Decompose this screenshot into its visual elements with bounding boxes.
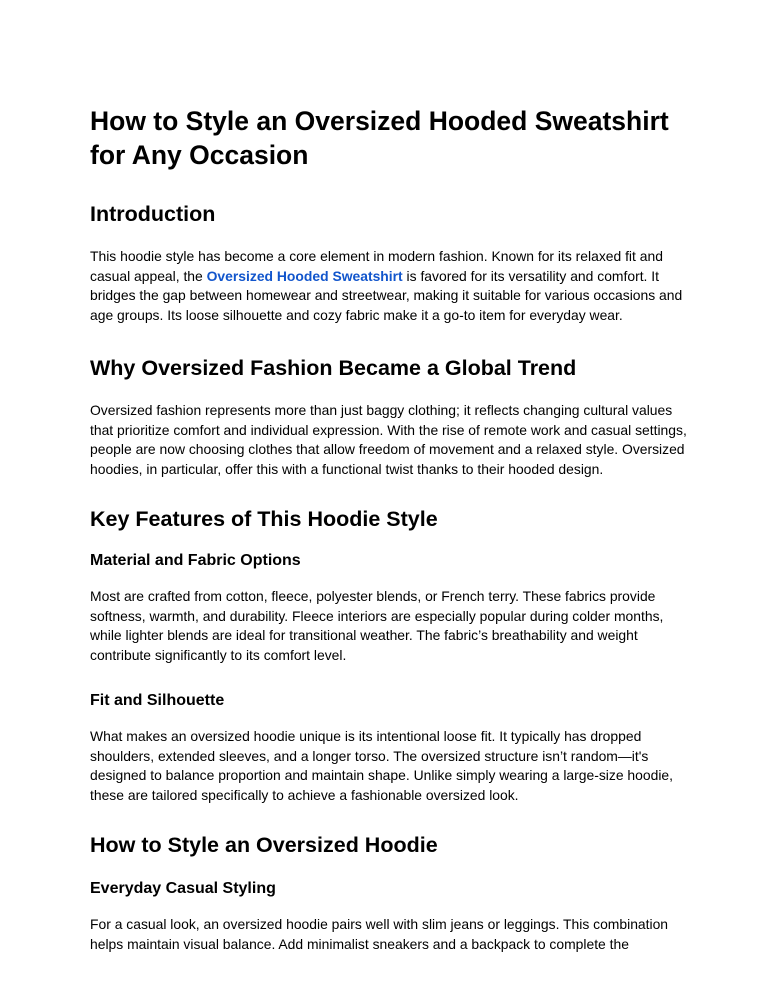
heading-introduction: Introduction bbox=[90, 202, 216, 226]
heading-key-features: Key Features of This Hoodie Style bbox=[90, 507, 438, 531]
heading-how-to-style: How to Style an Oversized Hoodie bbox=[90, 833, 438, 857]
subheading-fit: Fit and Silhouette bbox=[90, 692, 225, 709]
paragraph-fit: What makes an oversized hoodie unique is its intentional loose fit. It typically has dropped shoulders, extended sleeves, and a longer torso. The oversized structure isn’t random—it's designed to balance proportion and maintain shape. Unlike simply wearing a large-size hoodie, these are tailored specifically to achieve a fashionable oversized look. bbox=[90, 728, 673, 803]
document-page bbox=[90, 104, 690, 954]
paragraph-casual: For a casual look, an oversized hoodie pairs well with slim jeans or leggings. This combination helps maintain visual balance. Add minimalist sneakers and a backpack to complete the bbox=[90, 916, 669, 952]
intro-text-after-link: is favored for its versatility and comfort. It bridges the gap between homewear and streetwear, making it suitable for various occasions and age groups. Its loose silhouette and cozy fabric make it a go-to item for everyday wear. bbox=[90, 267, 683, 323]
heading-why-trend: Why Oversized Fashion Became a Global Trend bbox=[90, 356, 577, 380]
page-title: How to Style an Oversized Hooded Sweatshirt for Any Occasion bbox=[90, 106, 669, 170]
paragraph-why-trend: Oversized fashion represents more than just baggy clothing; it reflects changing cultural values that prioritize comfort and individual expression. With the rise of remote work and casual settings, people are now choosing clothes that allow freedom of movement and a relaxed style. Oversized hoodies, in particular, offer this with a functional twist thanks to their hooded design. bbox=[90, 402, 687, 477]
subheading-casual: Everyday Casual Styling bbox=[90, 880, 276, 897]
subheading-material: Material and Fabric Options bbox=[90, 552, 301, 569]
intro-text-before-link: This hoodie style has become a core element in modern fashion. Known for its relaxed fit and casual appeal, the bbox=[90, 248, 663, 284]
paragraph-material: Most are crafted from cotton, fleece, polyester blends, or French terry. These fabrics provide softness, warmth, and durability. Fleece interiors are especially popular during colder months, while lighter blends are ideal for transitional weather. The fabric’s breathability and weight contribute significantly to its comfort level. bbox=[90, 588, 664, 663]
oversized-hooded-sweatshirt-link[interactable]: Oversized Hooded Sweatshirt bbox=[206, 267, 403, 284]
paragraph-introduction bbox=[90, 247, 690, 325]
